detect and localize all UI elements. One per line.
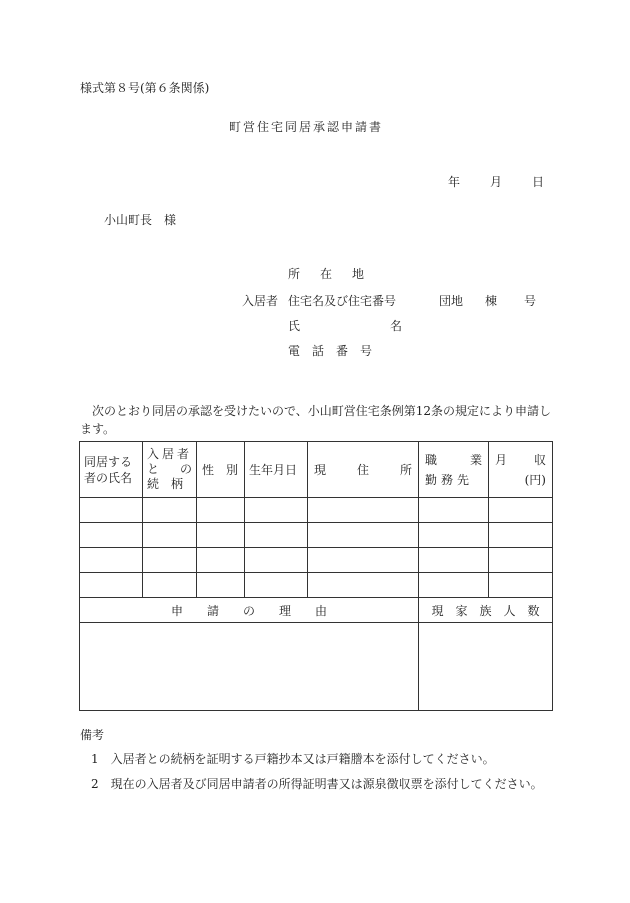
address-label: 所 在 地 <box>288 267 369 281</box>
reason-body-row <box>80 623 553 711</box>
header-monthly-income: 月 収 (円) <box>489 442 553 498</box>
document-title: 町営住宅同居承認申請書 <box>229 120 384 134</box>
table-cell[interactable] <box>489 573 553 598</box>
table-cell[interactable] <box>80 498 143 523</box>
table-row <box>80 498 553 523</box>
table-cell[interactable] <box>80 548 143 573</box>
header-current-address: 現 住 所 <box>308 442 419 498</box>
date-month: 月 <box>489 175 502 189</box>
note-item: 2 現在の入居者及び同居申請者の所得証明書又は源泉徴収票を添付してください。 <box>91 777 543 791</box>
table-cell[interactable] <box>245 548 308 573</box>
header-birthdate: 生年月日 <box>245 442 308 498</box>
table-cell[interactable] <box>143 523 197 548</box>
phone-label: 電 話 番 号 <box>288 344 373 358</box>
table-cell[interactable] <box>197 523 245 548</box>
table-cell[interactable] <box>419 523 489 548</box>
table-cell[interactable] <box>489 548 553 573</box>
header-cohabitant-name: 同居する者の氏名 <box>80 442 143 498</box>
table-row <box>80 573 553 598</box>
table-cell[interactable] <box>489 523 553 548</box>
building-label: 棟 <box>485 294 498 308</box>
table-cell[interactable] <box>308 523 419 548</box>
table-cell[interactable] <box>419 548 489 573</box>
table-cell[interactable] <box>489 498 553 523</box>
table-cell[interactable] <box>245 573 308 598</box>
table-cell[interactable] <box>143 498 197 523</box>
intro-text: 次のとおり同居の承認を受けたいので、小山町営住宅条例第12条の規定により申請します。 <box>80 404 552 436</box>
reason-header-row <box>80 598 553 623</box>
family-count-header: 現 家 族 人 数 <box>419 598 553 623</box>
table-cell[interactable] <box>80 523 143 548</box>
table-row <box>80 523 553 548</box>
notes-title: 備考 <box>80 728 105 742</box>
table-cell[interactable] <box>419 573 489 598</box>
date-year: 年 <box>447 175 460 189</box>
applicant-label: 入居者 <box>242 294 279 308</box>
date-day: 日 <box>531 175 544 189</box>
family-count-input-area[interactable] <box>419 623 553 711</box>
form-number: 様式第８号(第６条関係) <box>80 81 210 95</box>
table-cell[interactable] <box>308 498 419 523</box>
table-cell[interactable] <box>143 573 197 598</box>
date-line <box>418 176 544 188</box>
name-label: 氏 名 <box>288 319 425 333</box>
table-cell[interactable] <box>308 573 419 598</box>
header-gender: 性 別 <box>197 442 245 498</box>
header-occupation: 職 業 勤務先 <box>419 442 489 498</box>
table-cell[interactable] <box>197 548 245 573</box>
reason-input-area[interactable] <box>80 623 419 711</box>
addressee: 小山町長 様 <box>104 213 177 227</box>
table-cell[interactable] <box>308 548 419 573</box>
table-cell[interactable] <box>245 498 308 523</box>
header-relationship: 入居者 と の 続 柄 <box>143 442 197 498</box>
table-cell[interactable] <box>245 523 308 548</box>
table-cell[interactable] <box>80 573 143 598</box>
housing-label: 住宅名及び住宅番号 <box>288 294 397 308</box>
table-header-row <box>80 442 553 498</box>
table-cell[interactable] <box>419 498 489 523</box>
number-label: 号 <box>524 294 537 308</box>
note-item: 1 入居者との続柄を証明する戸籍抄本又は戸籍謄本を添付してください。 <box>91 752 495 766</box>
application-table <box>79 441 553 711</box>
table-cell[interactable] <box>197 498 245 523</box>
reason-header: 申 請 の 理 由 <box>80 598 419 623</box>
table-row <box>80 548 553 573</box>
table-cell[interactable] <box>143 548 197 573</box>
table-cell[interactable] <box>197 573 245 598</box>
danchi-label: 団地 <box>439 294 464 308</box>
